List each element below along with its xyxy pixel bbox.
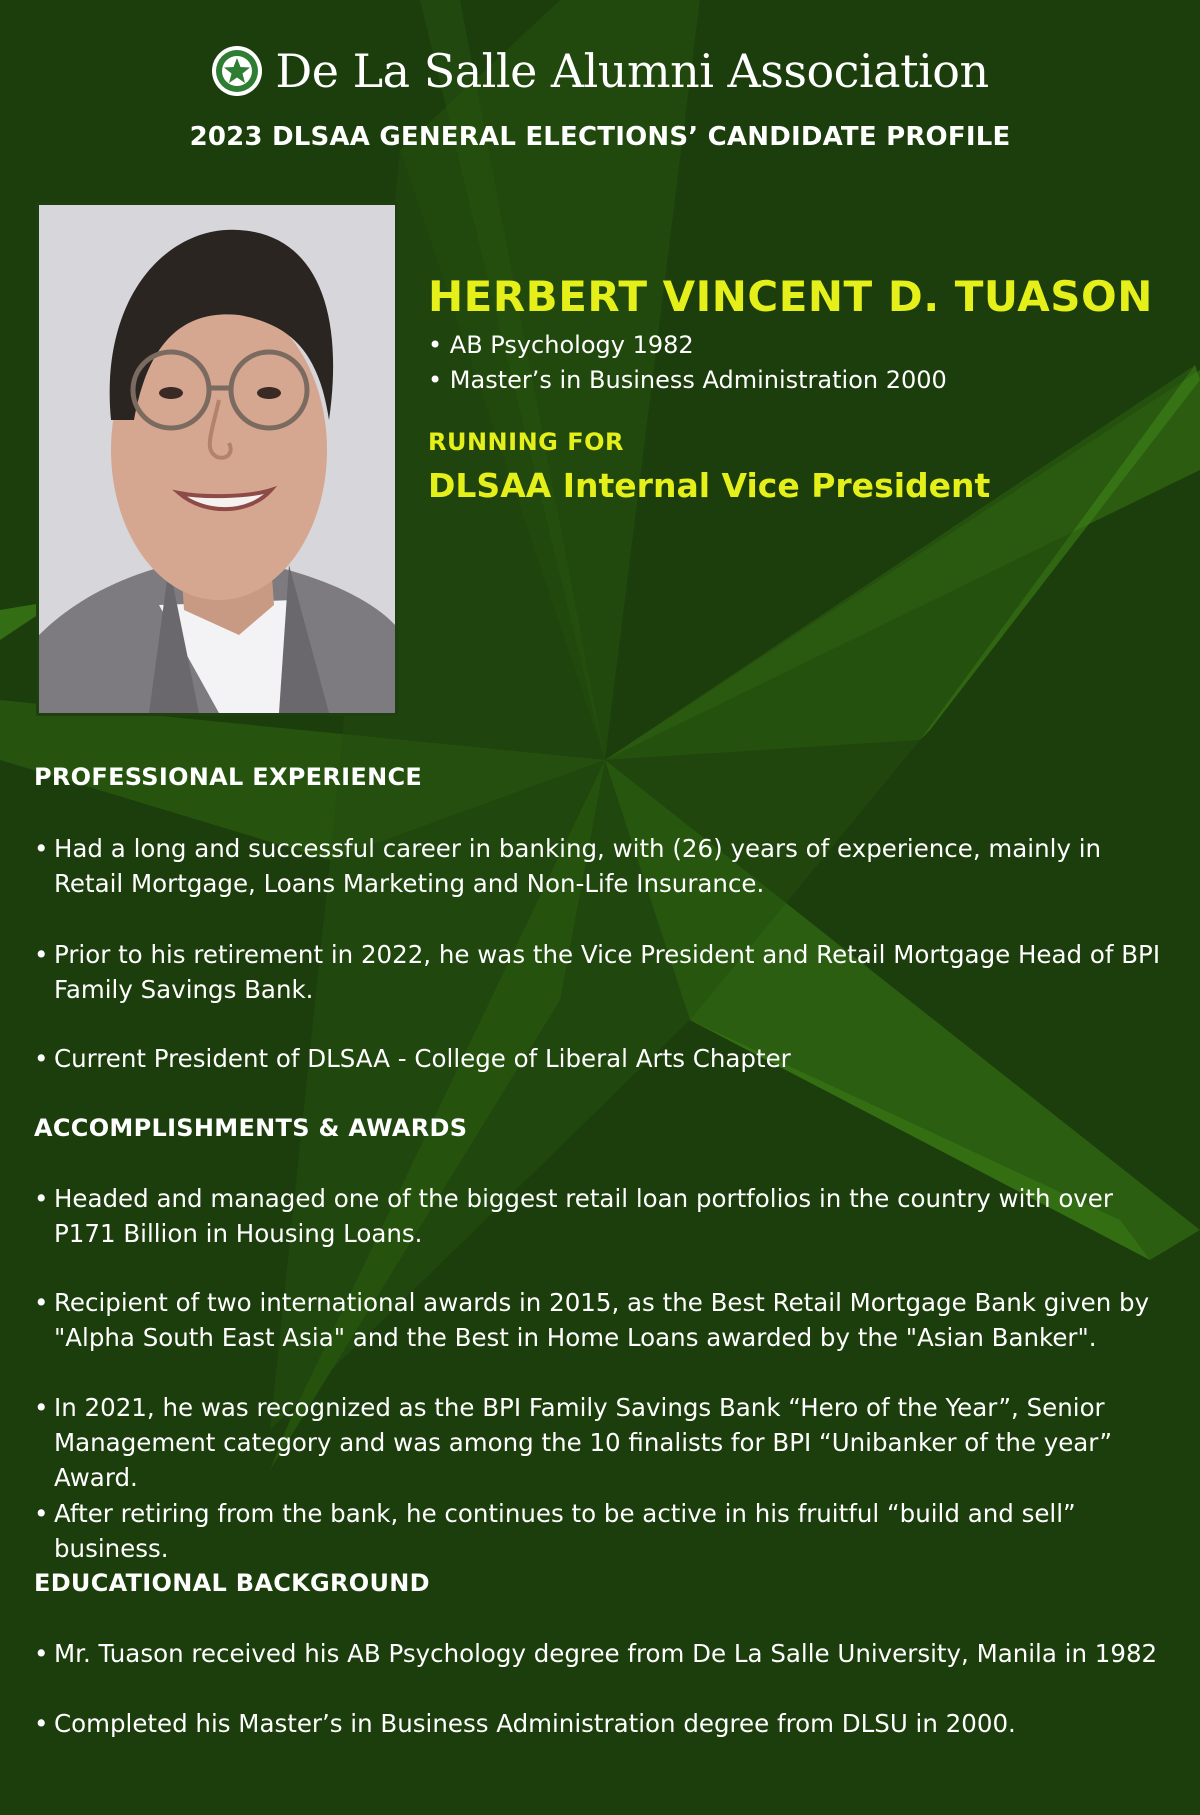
bullet-icon: • — [34, 1393, 49, 1422]
list-item — [34, 1390, 1174, 1495]
list-item — [34, 831, 1174, 901]
section-title-professional: PROFESSIONAL EXPERIENCE — [34, 763, 423, 791]
bullet-icon: • — [34, 1288, 49, 1317]
running-for-label: RUNNING FOR — [428, 428, 624, 456]
list-item — [34, 1496, 1174, 1566]
candidate-info — [428, 272, 1168, 505]
list-item — [34, 1636, 1174, 1671]
candidate-photo-frame — [36, 202, 398, 716]
position-title: DLSAA Internal Vice President — [428, 466, 991, 505]
list-item-text: Prior to his retirement in 2022, he was the Vice President and Retail Mortgage Head of BPI Family Savings Bank. — [54, 940, 1161, 1004]
list-item-text: Recipient of two international awards in 2015, as the Best Retail Mortgage Bank given by "Alpha South East Asia" and the Best in Home Loans awarded by the "Asian Banker". — [54, 1288, 1150, 1352]
bullet-icon: • — [34, 1709, 49, 1738]
section-title-accomplishments: ACCOMPLISHMENTS & AWARDS — [34, 1114, 468, 1142]
list-item-text: Headed and managed one of the biggest retail loan portfolios in the country with over P171 Billion in Housing Loans. — [54, 1184, 1113, 1248]
list-item-text: After retiring from the bank, he continues to be active in his fruitful “build and sell” business. — [54, 1499, 1076, 1563]
list-item-text: Completed his Master’s in Business Administration degree from DLSU in 2000. — [54, 1709, 1016, 1738]
section-title-education: EDUCATIONAL BACKGROUND — [34, 1569, 430, 1597]
page-subtitle: 2023 DLSAA GENERAL ELECTIONS’ CANDIDATE PROFILE — [189, 122, 1011, 152]
list-item — [34, 1041, 1174, 1076]
org-name: De La Salle Alumni Association — [275, 44, 989, 98]
degree-item: • AB Psychology 1982 — [428, 331, 694, 359]
bullet-icon: • — [34, 834, 49, 863]
bullet-icon: • — [34, 1044, 49, 1073]
header — [0, 44, 1200, 98]
bullet-icon: • — [34, 1639, 49, 1668]
list-item-text: Current President of DLSAA - College of Liberal Arts Chapter — [54, 1044, 791, 1073]
degree-item: • Master’s in Business Administration 2000 — [428, 366, 947, 394]
candidate-name: HERBERT VINCENT D. TUASON — [428, 272, 1153, 321]
list-item — [34, 1181, 1174, 1251]
list-item-text: Had a long and successful career in banking, with (26) years of experience, mainly in Retail Mortgage, Loans Marketing and Non-Life Insurance. — [54, 834, 1102, 898]
list-item — [34, 937, 1174, 1007]
list-item — [34, 1285, 1174, 1355]
list-item-text: In 2021, he was recognized as the BPI Family Savings Bank “Hero of the Year”, Senior Management category and was among the 10 finalists for BPI “Unibanker of the year” Award. — [54, 1393, 1113, 1492]
bullet-icon: • — [34, 1184, 49, 1213]
candidate-portrait — [39, 205, 395, 713]
bullet-icon: • — [34, 940, 49, 969]
bullet-icon: • — [34, 1499, 49, 1528]
list-item-text: Mr. Tuason received his AB Psychology degree from De La Salle University, Manila in 1982 — [54, 1639, 1158, 1668]
list-item — [34, 1706, 1174, 1741]
dlsaa-seal-icon — [211, 45, 263, 97]
